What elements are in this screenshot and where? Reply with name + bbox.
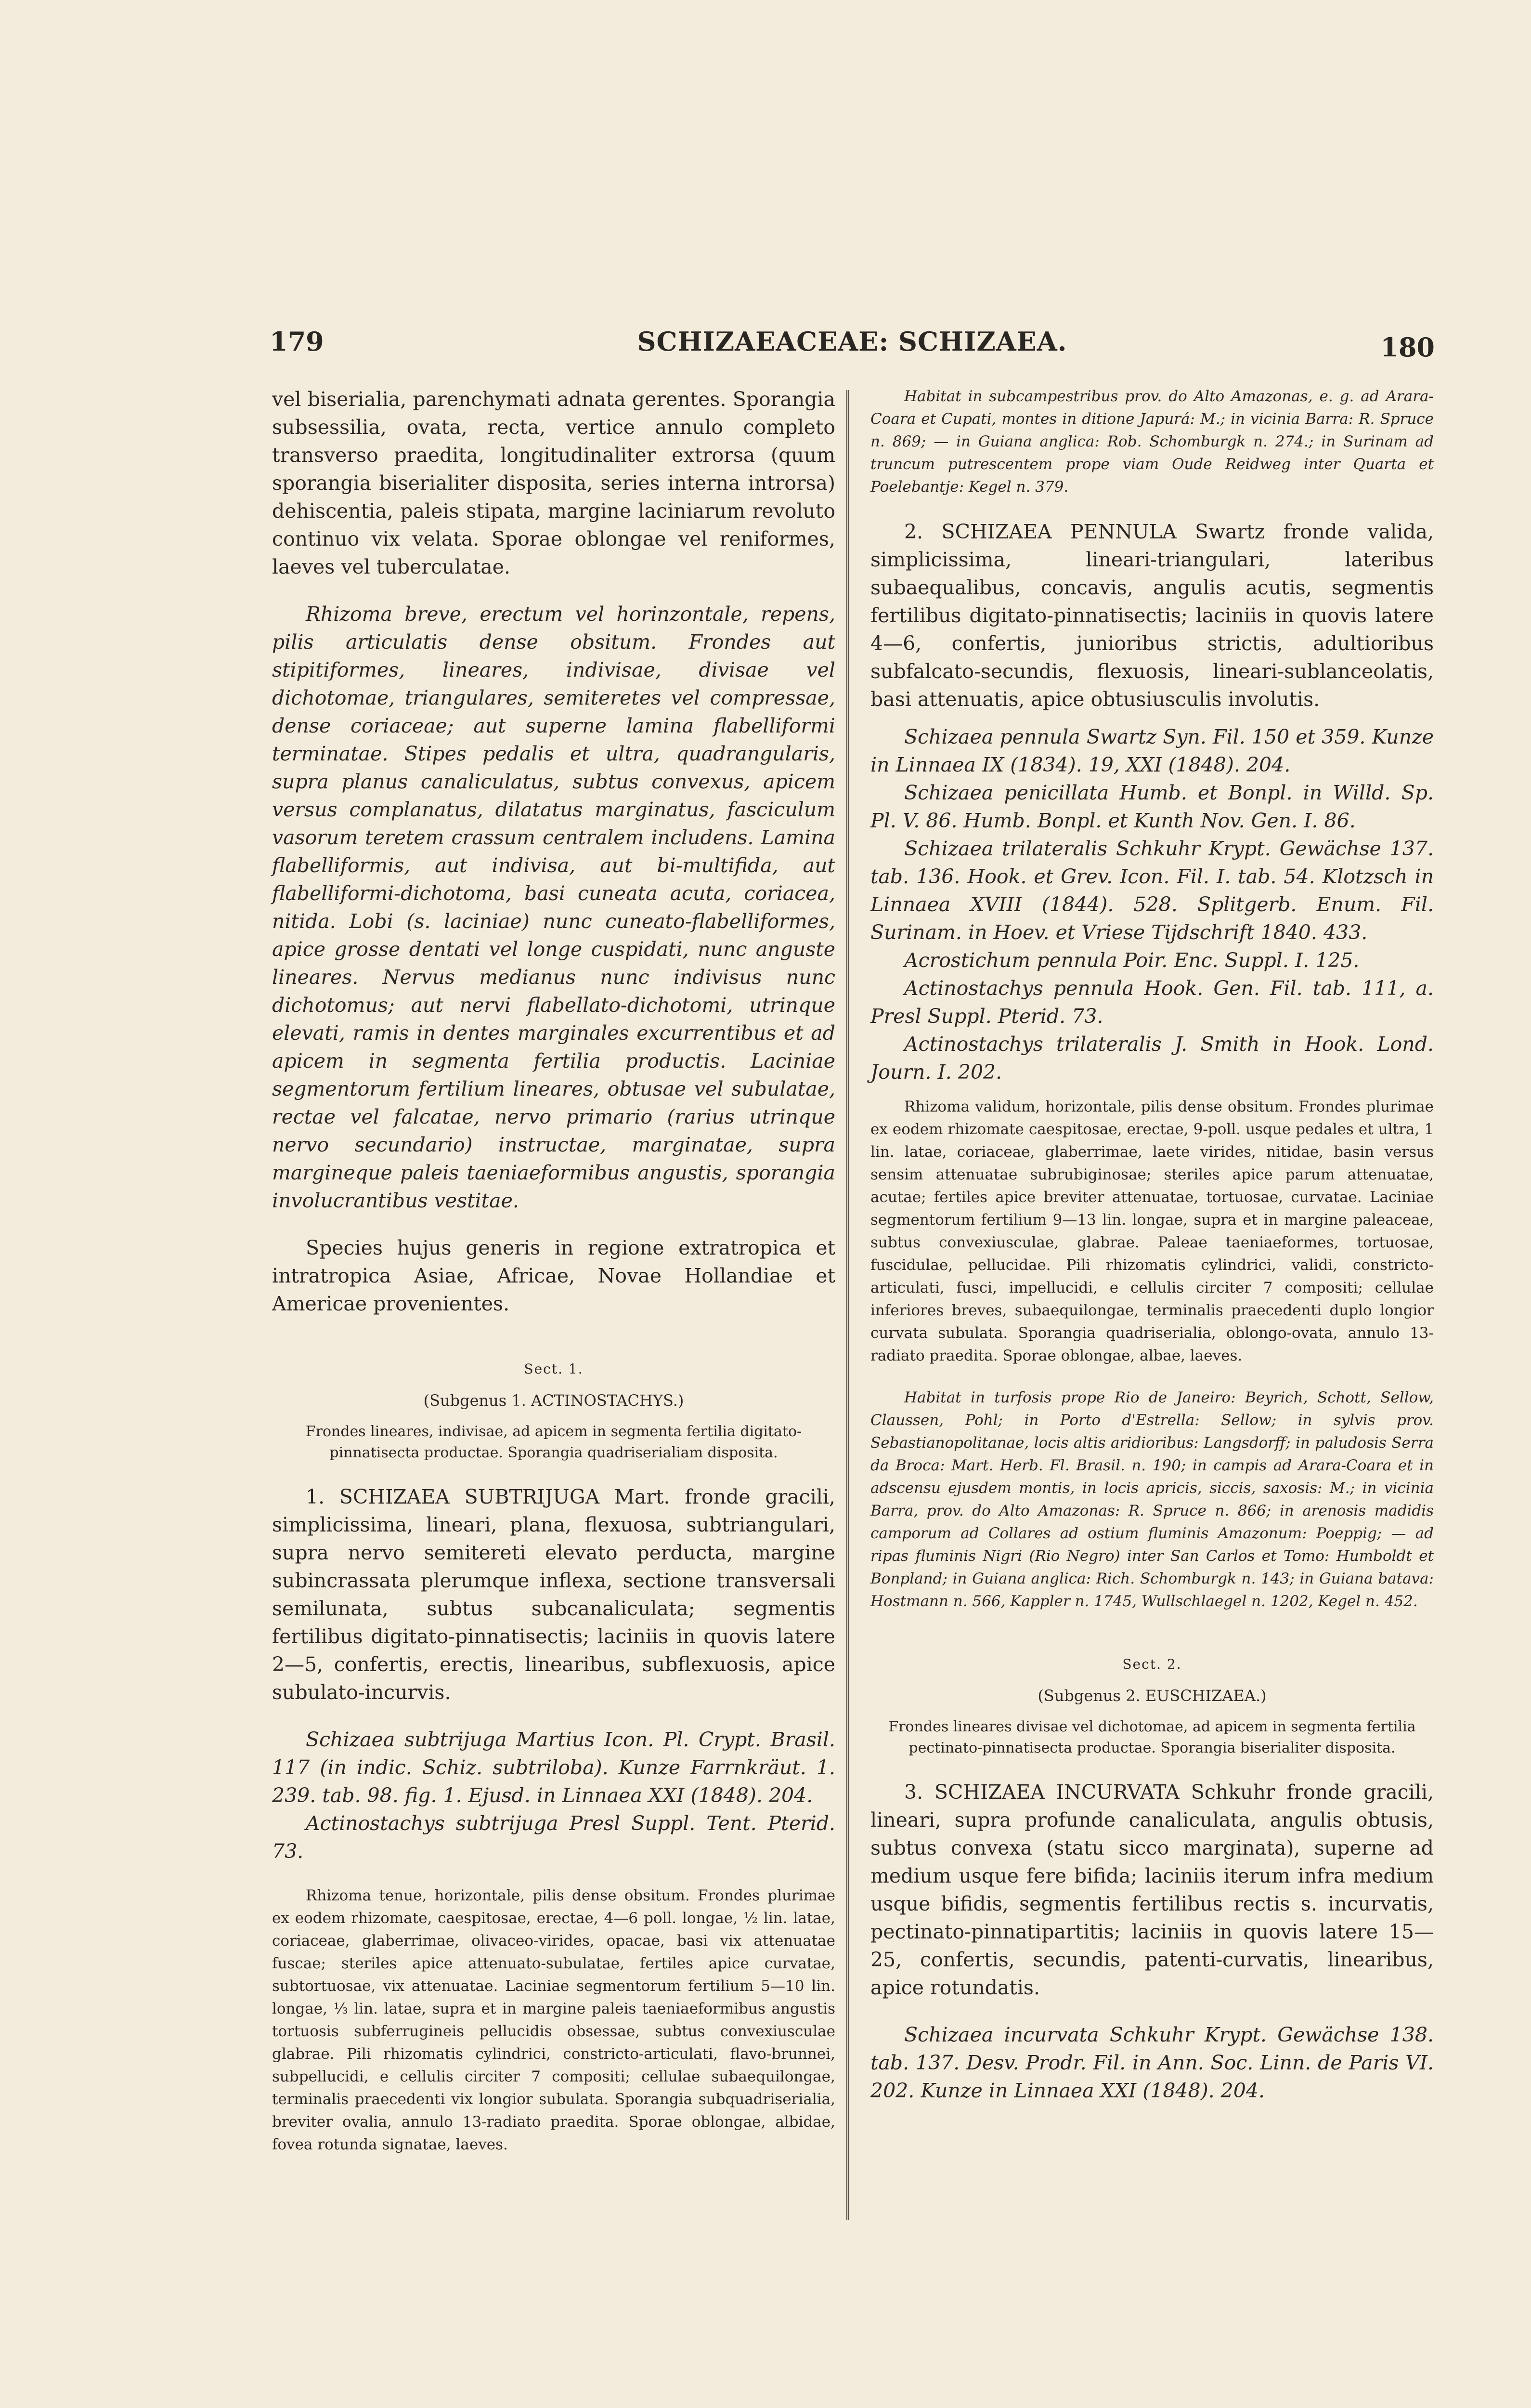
species-3-citation: Schizaea incurvata Schkuhr Krypt. Gewächse 138. tab. 137. Desv. Prodr. Fil. in Ann. Soc. Linn. de Paris VI. 202. Kunze in Linnaea XXI (1848). 204.	[870, 2023, 1434, 2102]
species-2-diagnosis: 2. SCHIZAEA PENNULA Swartz fronde valida, simplicissima, lineari-triangulari, lateribus subaequalibus, concavis, angulis acutis, segmentis fertilibus digitato-pinnatisectis; laciniis in quovis latere 4—6, confertis, junioribus strictis, adultioribus subfalcato-secundis, flexuosis, lineari-sublanceolatis, basi attenuatis, apice obtusiusculis involutis.	[870, 520, 1434, 711]
species-1-habitat: Habitat in subcampestribus prov. do Alto Amazonas, e. g. ad Arara-Coara et Cupati, montes in ditione Japurá: M.; in vicinia Barra: R. Spruce n. 869; — in Guiana anglica: Rob. Schomburgk n. 274.; in Surinam ad truncum putrescentem prope viam Oude Reidweg inter Quarta et Poelebantje: Kegel n. 379.	[870, 388, 1434, 496]
species-2-citation: Actinostachys trilateralis J. Smith in Hook. Lond. Journ. I. 202.	[870, 1033, 1434, 1084]
running-title: SCHIZAEACEAE: SCHIZAEA.	[637, 326, 1067, 357]
species-2-citation: Acrostichum pennula Poir. Enc. Suppl. I. 125.	[904, 949, 1360, 972]
species-2-description: Rhizoma validum, horizontale, pilis dense obsitum. Frondes plurimae ex eodem rhizomate caespitosae, erectae, 9-poll. usque pedales et ultra, 1 lin. latae, coriaceae, glaberrimae, laete virides, nitidae, basin versus sensim attenuatae subrubiginosae; steriles apice parum attenuatae, acutae; fertiles apice breviter attenuatae, tortuosae, curvatae. Laciniae segmentorum fertilium 9—13 lin. longae, supra et in margine paleaceae, subtus convexiusculae, glabrae. Paleae taeniaeformes, tortuosae, fuscidulae, pellucidae. Pili rhizomatis cylindrici, validi, constricto-articulati, fusci, impellucidi, e cellulis circiter 7 compositi; cellulae inferiores breves, subaequilongae, terminalis praecedenti duplo longior curvata subulata. Sporangia quadriserialia, oblongo-ovata, annulo 13-radiato praedita. Sporae oblongae, albae, laeves.	[870, 1098, 1434, 1364]
species-2-citation: Schizaea trilateralis Schkuhr Krypt. Gewächse 137. tab. 136. Hook. et Grev. Icon. Fil. I. tab. 54. Klotzsch in Linnaea XVIII (1844). 528. Splitgerb. Enum. Fil. Surinam. in Hoev. et Vriese Tijdschrift 1840. 433.	[870, 837, 1434, 944]
section-description: Frondes lineares divisae vel dichotomae, ad apicem in segmenta fertilia pectinato-pinnatisecta productae. Sporangia biserialiter disposita.	[888, 1718, 1416, 1756]
subgenus-heading: (Subgenus 2. EUSCHIZAEA.)	[1038, 1687, 1267, 1705]
left-column	[272, 385, 835, 2156]
species-2-citation: Schizaea penicillata Humb. et Bonpl. in Willd. Sp. Pl. V. 86. Humb. Bonpl. et Kunth Nov. Gen. I. 86.	[870, 781, 1434, 832]
right-column	[870, 385, 1434, 2105]
species-2-citation: Schizaea pennula Swartz Syn. Fil. 150 et 359. Kunze in Linnaea IX (1834). 19, XXI (1848). 204.	[870, 725, 1434, 776]
species-2-citation: Actinostachys pennula Hook. Gen. Fil. tab. 111, a. Presl Suppl. Pterid. 73.	[870, 977, 1434, 1028]
column-divider	[846, 390, 849, 2220]
species-2-habitat: Habitat in turfosis prope Rio de Janeiro: Beyrich, Schott, Sellow, Claussen, Pohl; in Porto d'Estrella: Sellow; in sylvis prov. Sebastianopolitanae, locis altis aridioribus: Langsdorff; in paludosis Serra da Broca: Mart. Herb. Fl. Brasil. n. 190; in campis ad Arara-Coara et in adscensu ejusdem montis, in locis apricis, siccis, saxosis: M.; in vicinia Barra, prov. do Alto Amazonas: R. Spruce n. 866; in arenosis madidis camporum ad Collares ad ostium fluminis Amazonum: Poeppig; — ad ripas fluminis Nigri (Rio Negro) inter San Carlos et Tomo: Humboldt et Bonpland; in Guiana anglica: Rich. Schomburgk n. 143; in Guiana batava: Hostmann n. 566, Kappler n. 1745, Wullschlaegel n. 1202, Kegel n. 452.	[870, 1389, 1434, 1610]
genus-description: Rhizoma breve, erectum vel horinzontale, repens, pilis articulatis dense obsitum. Frondes aut stipitiformes, lineares, indivisae, divisae vel dichotomae, triangulares, semiteretes vel compressae, dense coriaceae; aut superne lamina flabelliformi terminatae. Stipes pedalis et ultra, quadrangularis, supra planus canaliculatus, subtus convexus, apicem versus complanatus, dilatatus marginatus, fasciculum vasorum teretem crassum centralem includens. Lamina flabelliformis, aut indivisa, aut bi-multifida, aut flabelliformi-dichotoma, basi cuneata acuta, coriacea, nitida. Lobi (s. laciniae) nunc cuneato-flabelliformes, apice grosse dentati vel longe cuspidati, nunc anguste lineares. Nervus medianus nunc indivisus nunc dichotomus; aut nervi flabellato-dichotomi, utrinque elevati, ramis in dentes marginales excurrentibus et ad apicem in segmenta fertilia productis. Laciniae segmentorum fertilium lineares, obtusae vel subulatae, rectae vel falcatae, nervo primario (rarius utrinque nervo secundario) instructae, marginatae, supra margineque paleis taeniaeformibus angustis, sporangia involucrantibus vestitae.	[272, 602, 835, 1212]
species-1-citation: Actinostachys subtrijuga Presl Suppl. Tent. Pterid. 73.	[272, 1812, 835, 1863]
page-number-right: 180	[1380, 332, 1435, 363]
species-1-description: Rhizoma tenue, horizontale, pilis dense obsitum. Frondes plurimae ex eodem rhizomate, caespitosae, erectae, 4—6 poll. longae, ½ lin. latae, coriaceae, glaberrimae, olivaceo-virides, opacae, basi vix attenuatae fuscae; steriles apice attenuato-subulatae, fertiles apice curvatae, subtortuosae, vix attenuatae. Laciniae segmentorum fertilium 5—10 lin. longae, ⅓ lin. latae, supra et in margine paleis taeniaeformibus angustis tortuosis subferrugineis pellucidis obsessae, subtus convexiusculae glabrae. Pili rhizomatis cylindrici, constricto-articulati, flavo-brunnei, subpellucidi, e cellulis circiter 7 compositi; cellulae subaequilongae, terminalis praecedenti vix longior subulata. Sporangia subquadriserialia, breviter ovalia, annulo 13-radiato praedita. Sporae oblongae, albidae, fovea rotunda signatae, laeves.	[272, 1887, 835, 2153]
section-description: Frondes lineares, indivisae, ad apicem in segmenta fertilia digitato-pinnatisecta productae. Sporangia quadriserialiam disposita.	[305, 1423, 802, 1461]
section-label: Sect. 2.	[1122, 1656, 1182, 1672]
section-label: Sect. 1.	[524, 1361, 584, 1377]
genus-intro: vel biserialia, parenchymati adnata gerentes. Sporangia subsessilia, ovata, recta, vertice annulo completo transverso praedita, longitudinaliter extrorsa (quum sporangia biserialiter disposita, series interna introrsa) dehiscentia, paleis stipata, margine laciniarum revoluto continuo vix velata. Sporae oblongae vel reniformes, laeves vel tuberculatae.	[272, 388, 835, 578]
page-number-left: 179	[270, 326, 324, 357]
species-note: Species hujus generis in regione extratropica et intratropica Asiae, Africae, Novae Hollandiae et Americae provenientes.	[272, 1236, 835, 1315]
species-3-diagnosis: 3. SCHIZAEA INCURVATA Schkuhr fronde gracili, lineari, supra profunde canaliculata, angulis obtusis, subtus convexa (statu sicco marginata), superne ad medium usque fere bifida; laciniis iterum infra medium usque bifidis, segmentis fertilibus rectis s. incurvatis, pectinato-pinnatipartitis; laciniis in quovis latere 15—25, confertis, secundis, patenti-curvatis, linearibus, apice rotundatis.	[870, 1780, 1434, 1999]
page-header	[270, 315, 1435, 363]
species-1-citation: Schizaea subtrijuga Martius Icon. Pl. Crypt. Brasil. 117 (in indic. Schiz. subtriloba). Kunze Farrnkräut. 1. 239. tab. 98. fig. 1. Ejusd. in Linnaea XXI (1848). 204.	[272, 1728, 835, 1807]
species-1-diagnosis: 1. SCHIZAEA SUBTRIJUGA Mart. fronde gracili, simplicissima, lineari, plana, flexuosa, subtriangulari, supra nervo semitereti elevato perducta, margine subincrassata plerumque inflexa, sectione transversali semilunata, subtus subcanaliculata; segmentis fertilibus digitato-pinnatisectis; laciniis in quovis latere 2—5, confertis, erectis, linearibus, subflexuosis, apice subulato-incurvis.	[272, 1485, 835, 1704]
subgenus-heading: (Subgenus 1. ACTINOSTACHYS.)	[423, 1391, 684, 1410]
